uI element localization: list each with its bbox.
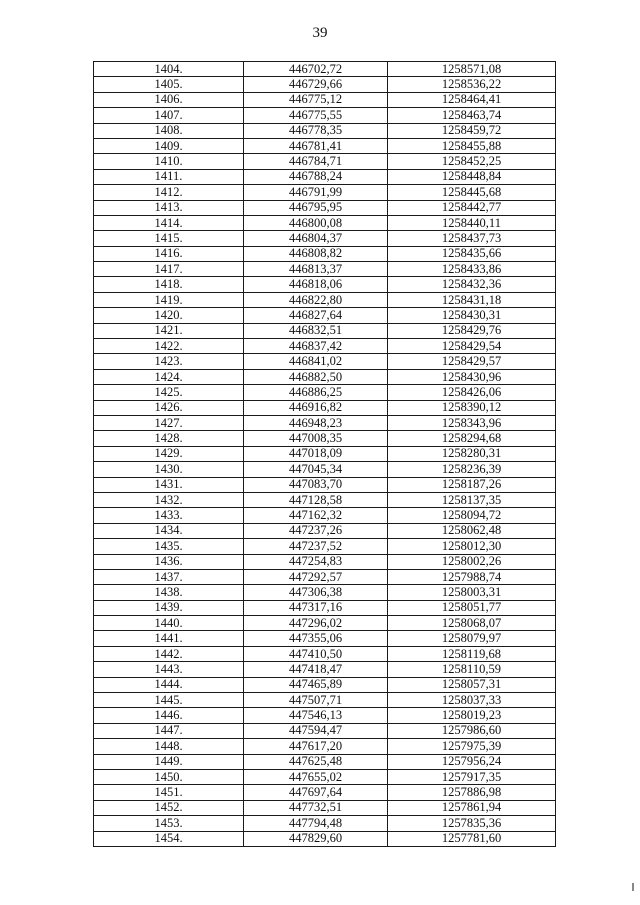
point-number-cell: 1417.	[94, 262, 244, 277]
table-row	[94, 508, 556, 523]
x-coordinate-cell: 447306,38	[244, 585, 388, 600]
point-number-cell: 1412.	[94, 185, 244, 200]
point-number-cell: 1443.	[94, 662, 244, 677]
x-coordinate-cell: 447732,51	[244, 800, 388, 815]
y-coordinate-cell: 1258448,84	[388, 169, 556, 184]
table-row	[94, 369, 556, 384]
x-coordinate-cell: 446882,50	[244, 369, 388, 384]
point-number-cell: 1445.	[94, 693, 244, 708]
y-coordinate-cell: 1258426,06	[388, 385, 556, 400]
point-number-cell: 1447.	[94, 723, 244, 738]
x-coordinate-cell: 447162,32	[244, 508, 388, 523]
table-row	[94, 816, 556, 831]
point-number-cell: 1452.	[94, 800, 244, 815]
point-number-cell: 1446.	[94, 708, 244, 723]
table-row	[94, 185, 556, 200]
x-coordinate-cell: 447418,47	[244, 662, 388, 677]
point-number-cell: 1448.	[94, 739, 244, 754]
table-row	[94, 323, 556, 338]
table-row	[94, 631, 556, 646]
point-number-cell: 1405.	[94, 77, 244, 92]
y-coordinate-cell: 1258536,22	[388, 77, 556, 92]
table-row	[94, 492, 556, 507]
x-coordinate-cell: 447594,47	[244, 723, 388, 738]
table-row	[94, 446, 556, 461]
x-coordinate-cell: 447507,71	[244, 693, 388, 708]
x-coordinate-cell: 447296,02	[244, 616, 388, 631]
point-number-cell: 1407.	[94, 108, 244, 123]
x-coordinate-cell: 447465,89	[244, 677, 388, 692]
y-coordinate-cell: 1257835,36	[388, 816, 556, 831]
table-row	[94, 262, 556, 277]
y-coordinate-cell: 1258430,96	[388, 369, 556, 384]
point-number-cell: 1436.	[94, 554, 244, 569]
table-row	[94, 354, 556, 369]
y-coordinate-cell: 1258012,30	[388, 539, 556, 554]
x-coordinate-cell: 446775,12	[244, 92, 388, 107]
table-row	[94, 138, 556, 153]
y-coordinate-cell: 1258437,73	[388, 231, 556, 246]
coordinates-table-body	[94, 62, 556, 847]
y-coordinate-cell: 1258445,68	[388, 185, 556, 200]
point-number-cell: 1451.	[94, 785, 244, 800]
point-number-cell: 1453.	[94, 816, 244, 831]
table-row	[94, 831, 556, 846]
y-coordinate-cell: 1257861,94	[388, 800, 556, 815]
x-coordinate-cell: 447128,58	[244, 492, 388, 507]
point-number-cell: 1432.	[94, 492, 244, 507]
point-number-cell: 1427.	[94, 415, 244, 430]
table-row	[94, 292, 556, 307]
y-coordinate-cell: 1258429,54	[388, 339, 556, 354]
point-number-cell: 1426.	[94, 400, 244, 415]
point-number-cell: 1418.	[94, 277, 244, 292]
point-number-cell: 1435.	[94, 539, 244, 554]
table-row	[94, 769, 556, 784]
table-row	[94, 77, 556, 92]
table-row	[94, 200, 556, 215]
table-row	[94, 108, 556, 123]
point-number-cell: 1433.	[94, 508, 244, 523]
y-coordinate-cell: 1258429,76	[388, 323, 556, 338]
y-coordinate-cell: 1258464,41	[388, 92, 556, 107]
y-coordinate-cell: 1258431,18	[388, 292, 556, 307]
table-row	[94, 215, 556, 230]
y-coordinate-cell: 1258429,57	[388, 354, 556, 369]
y-coordinate-cell: 1258051,77	[388, 600, 556, 615]
table-row	[94, 246, 556, 261]
y-coordinate-cell: 1258390,12	[388, 400, 556, 415]
table-row	[94, 754, 556, 769]
y-coordinate-cell: 1258280,31	[388, 446, 556, 461]
point-number-cell: 1441.	[94, 631, 244, 646]
y-coordinate-cell: 1258062,48	[388, 523, 556, 538]
y-coordinate-cell: 1257986,60	[388, 723, 556, 738]
y-coordinate-cell: 1258068,07	[388, 616, 556, 631]
x-coordinate-cell: 446813,37	[244, 262, 388, 277]
x-coordinate-cell: 446886,25	[244, 385, 388, 400]
point-number-cell: 1449.	[94, 754, 244, 769]
point-number-cell: 1420.	[94, 308, 244, 323]
x-coordinate-cell: 447083,70	[244, 477, 388, 492]
x-coordinate-cell: 447697,64	[244, 785, 388, 800]
table-row	[94, 169, 556, 184]
point-number-cell: 1438.	[94, 585, 244, 600]
y-coordinate-cell: 1258057,31	[388, 677, 556, 692]
point-number-cell: 1444.	[94, 677, 244, 692]
point-number-cell: 1406.	[94, 92, 244, 107]
y-coordinate-cell: 1257975,39	[388, 739, 556, 754]
x-coordinate-cell: 447546,13	[244, 708, 388, 723]
y-coordinate-cell: 1258343,96	[388, 415, 556, 430]
table-row	[94, 785, 556, 800]
x-coordinate-cell: 446804,37	[244, 231, 388, 246]
y-coordinate-cell: 1258110,59	[388, 662, 556, 677]
point-number-cell: 1439.	[94, 600, 244, 615]
x-coordinate-cell: 446775,55	[244, 108, 388, 123]
table-row	[94, 569, 556, 584]
table-row	[94, 231, 556, 246]
table-row	[94, 462, 556, 477]
table-row	[94, 539, 556, 554]
table-row	[94, 554, 556, 569]
point-number-cell: 1415.	[94, 231, 244, 246]
y-coordinate-cell: 1258094,72	[388, 508, 556, 523]
x-coordinate-cell: 446916,82	[244, 400, 388, 415]
table-row	[94, 616, 556, 631]
x-coordinate-cell: 447008,35	[244, 431, 388, 446]
x-coordinate-cell: 447045,34	[244, 462, 388, 477]
x-coordinate-cell: 447237,26	[244, 523, 388, 538]
x-coordinate-cell: 447237,52	[244, 539, 388, 554]
y-coordinate-cell: 1258459,72	[388, 123, 556, 138]
y-coordinate-cell: 1258137,35	[388, 492, 556, 507]
x-coordinate-cell: 446808,82	[244, 246, 388, 261]
x-coordinate-cell: 447410,50	[244, 646, 388, 661]
x-coordinate-cell: 446822,80	[244, 292, 388, 307]
x-coordinate-cell: 447317,16	[244, 600, 388, 615]
table-row	[94, 339, 556, 354]
y-coordinate-cell: 1258119,68	[388, 646, 556, 661]
table-row	[94, 415, 556, 430]
x-coordinate-cell: 446729,66	[244, 77, 388, 92]
x-coordinate-cell: 446778,35	[244, 123, 388, 138]
y-coordinate-cell: 1257917,35	[388, 769, 556, 784]
page-number: 39	[312, 25, 328, 41]
y-coordinate-cell: 1257956,24	[388, 754, 556, 769]
x-coordinate-cell: 446791,99	[244, 185, 388, 200]
point-number-cell: 1409.	[94, 138, 244, 153]
table-row	[94, 693, 556, 708]
y-coordinate-cell: 1258455,88	[388, 138, 556, 153]
table-row	[94, 308, 556, 323]
table-row	[94, 723, 556, 738]
table-row	[94, 800, 556, 815]
y-coordinate-cell: 1258430,31	[388, 308, 556, 323]
y-coordinate-cell: 1258463,74	[388, 108, 556, 123]
table-row	[94, 646, 556, 661]
point-number-cell: 1430.	[94, 462, 244, 477]
table-row	[94, 585, 556, 600]
table-row	[94, 523, 556, 538]
table-row	[94, 600, 556, 615]
point-number-cell: 1421.	[94, 323, 244, 338]
x-coordinate-cell: 447617,20	[244, 739, 388, 754]
point-number-cell: 1408.	[94, 123, 244, 138]
x-coordinate-cell: 446788,24	[244, 169, 388, 184]
y-coordinate-cell: 1258019,23	[388, 708, 556, 723]
point-number-cell: 1450.	[94, 769, 244, 784]
x-coordinate-cell: 446948,23	[244, 415, 388, 430]
y-coordinate-cell: 1258432,36	[388, 277, 556, 292]
x-coordinate-cell: 446781,41	[244, 138, 388, 153]
table-row	[94, 662, 556, 677]
y-coordinate-cell: 1258452,25	[388, 154, 556, 169]
x-coordinate-cell: 447829,60	[244, 831, 388, 846]
x-coordinate-cell: 446827,64	[244, 308, 388, 323]
point-number-cell: 1410.	[94, 154, 244, 169]
table-row	[94, 277, 556, 292]
table-row	[94, 677, 556, 692]
x-coordinate-cell: 446784,71	[244, 154, 388, 169]
table-row	[94, 385, 556, 400]
x-coordinate-cell: 447625,48	[244, 754, 388, 769]
y-coordinate-cell: 1258440,11	[388, 215, 556, 230]
y-coordinate-cell: 1258003,31	[388, 585, 556, 600]
point-number-cell: 1413.	[94, 200, 244, 215]
table-row	[94, 62, 556, 77]
point-number-cell: 1442.	[94, 646, 244, 661]
point-number-cell: 1425.	[94, 385, 244, 400]
point-number-cell: 1431.	[94, 477, 244, 492]
point-number-cell: 1437.	[94, 569, 244, 584]
y-coordinate-cell: 1258294,68	[388, 431, 556, 446]
y-coordinate-cell: 1257988,74	[388, 569, 556, 584]
point-number-cell: 1404.	[94, 62, 244, 77]
point-number-cell: 1411.	[94, 169, 244, 184]
x-coordinate-cell: 446818,06	[244, 277, 388, 292]
x-coordinate-cell: 447655,02	[244, 769, 388, 784]
scan-edge-mark	[632, 883, 634, 891]
point-number-cell: 1428.	[94, 431, 244, 446]
y-coordinate-cell: 1258079,97	[388, 631, 556, 646]
point-number-cell: 1454.	[94, 831, 244, 846]
y-coordinate-cell: 1258236,39	[388, 462, 556, 477]
point-number-cell: 1440.	[94, 616, 244, 631]
point-number-cell: 1422.	[94, 339, 244, 354]
y-coordinate-cell: 1258571,08	[388, 62, 556, 77]
x-coordinate-cell: 447292,57	[244, 569, 388, 584]
x-coordinate-cell: 446795,95	[244, 200, 388, 215]
table-row	[94, 92, 556, 107]
y-coordinate-cell: 1258435,66	[388, 246, 556, 261]
x-coordinate-cell: 446837,42	[244, 339, 388, 354]
point-number-cell: 1434.	[94, 523, 244, 538]
table-row	[94, 708, 556, 723]
x-coordinate-cell: 446702,72	[244, 62, 388, 77]
x-coordinate-cell: 447254,83	[244, 554, 388, 569]
x-coordinate-cell: 447355,06	[244, 631, 388, 646]
point-number-cell: 1429.	[94, 446, 244, 461]
x-coordinate-cell: 446800,08	[244, 215, 388, 230]
table-row	[94, 477, 556, 492]
y-coordinate-cell: 1258433,86	[388, 262, 556, 277]
x-coordinate-cell: 447794,48	[244, 816, 388, 831]
y-coordinate-cell: 1258187,26	[388, 477, 556, 492]
point-number-cell: 1423.	[94, 354, 244, 369]
y-coordinate-cell: 1257781,60	[388, 831, 556, 846]
y-coordinate-cell: 1258442,77	[388, 200, 556, 215]
x-coordinate-cell: 446832,51	[244, 323, 388, 338]
point-number-cell: 1419.	[94, 292, 244, 307]
table-row	[94, 400, 556, 415]
table-row	[94, 123, 556, 138]
table-row	[94, 154, 556, 169]
y-coordinate-cell: 1258037,33	[388, 693, 556, 708]
point-number-cell: 1416.	[94, 246, 244, 261]
point-number-cell: 1424.	[94, 369, 244, 384]
y-coordinate-cell: 1258002,26	[388, 554, 556, 569]
table-row	[94, 739, 556, 754]
point-number-cell: 1414.	[94, 215, 244, 230]
y-coordinate-cell: 1257886,98	[388, 785, 556, 800]
x-coordinate-cell: 447018,09	[244, 446, 388, 461]
table-row	[94, 431, 556, 446]
coordinates-table	[93, 61, 556, 847]
x-coordinate-cell: 446841,02	[244, 354, 388, 369]
